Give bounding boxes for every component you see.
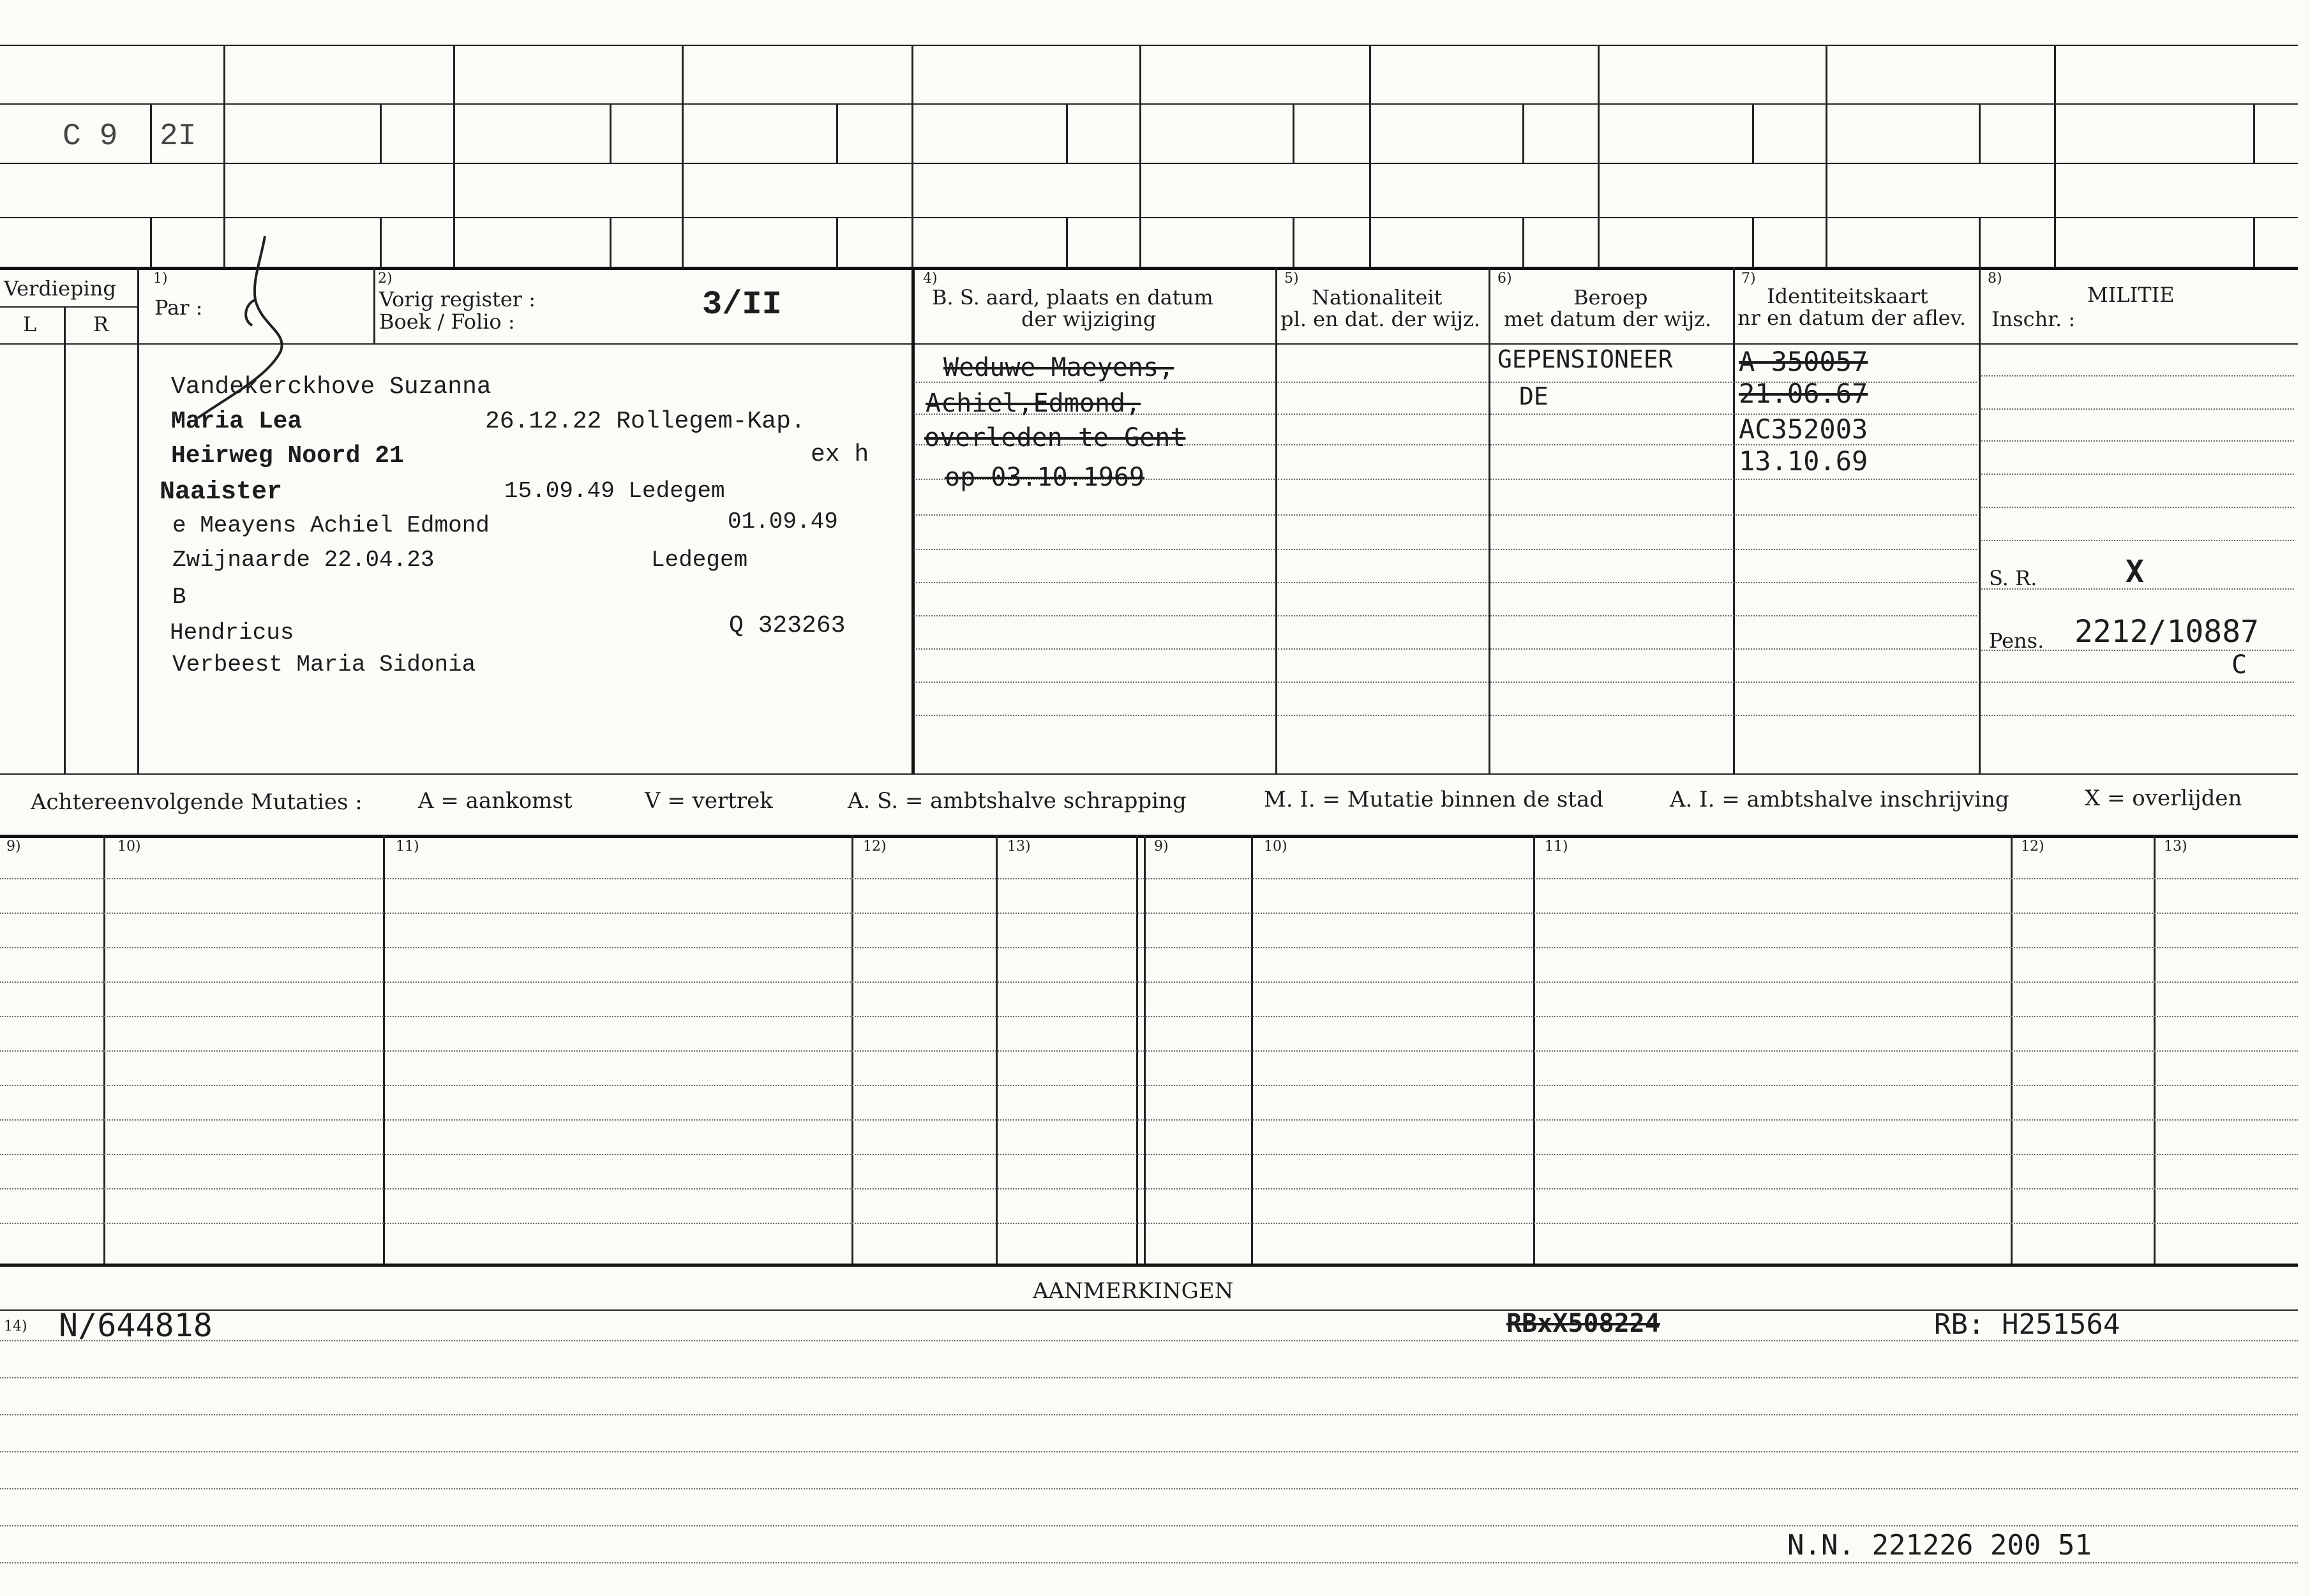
- rule: [1278, 514, 1977, 516]
- rule: [0, 1340, 2298, 1341]
- remarks-struck: RBxX508224: [1506, 1309, 1660, 1338]
- legend-as: A. S. = ambtshalve schrapping: [848, 788, 1187, 814]
- col-rule: [1139, 45, 1141, 267]
- rule: [0, 267, 2298, 270]
- rule: [1981, 540, 2294, 541]
- par-label: Par :: [154, 295, 203, 320]
- rule: [1278, 682, 1977, 683]
- col-num: 11): [1545, 839, 1568, 854]
- rule: [1981, 408, 2294, 410]
- col-num: 12): [2021, 839, 2044, 854]
- person-line-8-code: Q 323263: [729, 612, 846, 639]
- col-num: 9): [1154, 839, 1169, 854]
- mutations-title: Achtereenvolgende Mutaties :: [31, 789, 363, 815]
- col-rule: [610, 103, 611, 164]
- col-rule: [1979, 217, 1981, 267]
- sr-label: S. R.: [1989, 566, 2037, 590]
- col-rule: [453, 45, 455, 267]
- inschr-label: Inschr. :: [1991, 307, 2076, 331]
- beroep-heading-1: Beroep: [1573, 285, 1648, 310]
- person-line-4-date: 15.09.49 Ledegem: [504, 478, 725, 504]
- col-rule: [1275, 267, 1277, 773]
- beroep-heading-2: met datum der wijz.: [1504, 307, 1712, 331]
- vorig-register-label: Vorig register :: [379, 287, 536, 311]
- col-num: 13): [1007, 839, 1031, 854]
- col-rule: [1733, 267, 1735, 773]
- person-line-3-right: ex h: [811, 441, 869, 468]
- rule: [0, 1451, 2298, 1452]
- col-rule: [1752, 103, 1754, 164]
- col-rule: [150, 103, 152, 164]
- col-rule: [1533, 835, 1535, 1264]
- rule: [0, 773, 2298, 775]
- rule: [1278, 648, 1977, 650]
- col-rule: [1979, 103, 1981, 164]
- rule: [0, 1188, 2298, 1190]
- col-rule: [1066, 103, 1068, 164]
- col-rule: [836, 103, 838, 164]
- beroep-entry: GEPENSIONEER: [1497, 345, 1673, 373]
- bs-entry: Weduwe Maeyens,: [943, 353, 1174, 382]
- rule: [0, 103, 2298, 105]
- rule: [1278, 715, 1977, 716]
- rule: [914, 582, 1275, 583]
- col-rule: [1369, 45, 1371, 267]
- col-num: 10): [1264, 839, 1287, 854]
- rule: [1278, 615, 1977, 616]
- person-line-5-date: 01.09.49: [728, 509, 838, 535]
- bs-entry: Achiel,Edmond,: [926, 389, 1141, 418]
- col-rule: [1489, 267, 1490, 773]
- rule: [1981, 507, 2294, 508]
- rule: [0, 1562, 2298, 1563]
- rule: [0, 981, 2298, 983]
- id-entry: AC352003: [1739, 414, 1868, 445]
- rule: [0, 1119, 2298, 1121]
- bs-heading-2: der wijziging: [1021, 307, 1157, 331]
- person-line-1: Vandekerckhove Suzanna: [171, 373, 491, 401]
- n5: 5): [1284, 271, 1299, 287]
- col-rule: [2054, 45, 2056, 267]
- code-c9: C 9: [63, 119, 118, 154]
- rule: [914, 549, 1275, 550]
- col-rule: [996, 835, 998, 1264]
- remarks-nn: N.N. 221226 200 51: [1787, 1529, 2092, 1562]
- rule: [0, 217, 2298, 218]
- rule: [914, 615, 1275, 616]
- remarks-title: AANMERKINGEN: [1033, 1278, 1234, 1304]
- rule: [1278, 414, 1977, 415]
- remarks-rb: RB: H251564: [1934, 1308, 2120, 1341]
- col-rule: [2011, 835, 2013, 1264]
- col-rule: [1598, 45, 1600, 267]
- col-rule: [682, 45, 684, 267]
- pens-value: 2212/10887: [2074, 614, 2259, 650]
- code-21: 2I: [160, 119, 197, 154]
- rule: [914, 715, 1275, 716]
- col-rule: [1979, 267, 1981, 773]
- rule: [1278, 549, 1977, 550]
- col-rule: [851, 835, 853, 1264]
- col-rule: [373, 267, 375, 343]
- col-rule: [2253, 103, 2255, 164]
- person-line-5: e Meayens Achiel Edmond: [172, 512, 490, 539]
- col-rule: [150, 217, 152, 267]
- r-label: R: [93, 312, 109, 336]
- col-rule: [1522, 217, 1524, 267]
- col-rule: [911, 45, 913, 267]
- l-label: L: [23, 312, 37, 336]
- rule: [0, 878, 2298, 879]
- n6: 6): [1497, 271, 1512, 287]
- remarks-ref: N/644818: [59, 1307, 213, 1344]
- id-heading-2: nr en datum der aflev.: [1737, 306, 1967, 330]
- rule: [914, 648, 1275, 650]
- rule: [0, 947, 2298, 948]
- boek-folio-label: Boek / Folio :: [379, 310, 515, 334]
- bs-entry: op 03.10.1969: [945, 463, 1145, 492]
- col-rule: [1752, 217, 1754, 267]
- col-rule: [1251, 835, 1253, 1264]
- col-rule: [137, 267, 139, 773]
- person-line-6-place: Ledegem: [651, 547, 748, 573]
- col-rule: [1293, 217, 1294, 267]
- rule: [0, 343, 2298, 345]
- rule: [0, 163, 2298, 164]
- nat-heading-2: pl. en dat. der wijz.: [1280, 307, 1481, 331]
- rule: [1981, 715, 2294, 716]
- id-entry: A 350057: [1739, 346, 1868, 377]
- rule: [0, 306, 137, 308]
- legend-mi: M. I. = Mutatie binnen de stad: [1264, 787, 1603, 812]
- rule: [0, 45, 2298, 46]
- rule: [0, 1016, 2298, 1017]
- n2: 2): [378, 271, 393, 287]
- sr-value: X: [2126, 554, 2144, 590]
- rule: [0, 1488, 2298, 1489]
- col-rule: [1136, 835, 1138, 1264]
- boek-folio-value: 3/II: [702, 286, 782, 324]
- legend-x: X = overlijden: [2085, 786, 2242, 811]
- rule: [1278, 382, 1977, 383]
- col-rule: [383, 835, 385, 1264]
- verdieping-label: Verdieping: [4, 276, 116, 301]
- col-rule: [911, 267, 915, 773]
- rule: [0, 913, 2298, 914]
- col-num: 10): [117, 839, 141, 854]
- rule: [0, 1377, 2298, 1378]
- rule: [914, 514, 1275, 516]
- rule: [0, 1050, 2298, 1052]
- bs-heading-1: B. S. aard, plaats en datum: [932, 285, 1213, 310]
- col-rule: [836, 217, 838, 267]
- beroep-entry: DE: [1519, 382, 1549, 410]
- legend-a: A = aankomst: [418, 788, 573, 814]
- rule: [0, 1223, 2298, 1224]
- col-rule: [2253, 217, 2255, 267]
- col-num: 11): [396, 839, 419, 854]
- person-line-6: Zwijnaarde 22.04.23: [172, 547, 435, 573]
- n14: 14): [4, 1318, 27, 1334]
- person-line-8: Hendricus: [170, 620, 294, 646]
- person-line-7: B: [172, 584, 186, 610]
- n1: 1): [153, 271, 168, 287]
- rule: [1981, 440, 2294, 442]
- n7: 7): [1741, 271, 1756, 287]
- nat-heading-1: Nationaliteit: [1312, 285, 1443, 310]
- id-entry: 13.10.69: [1739, 445, 1868, 477]
- rule: [0, 1414, 2298, 1415]
- col-num: 9): [6, 839, 21, 854]
- col-rule: [1144, 835, 1146, 1264]
- militie-heading: MILITIE: [2087, 283, 2175, 307]
- col-rule: [64, 306, 66, 773]
- rule: [1981, 474, 2294, 475]
- col-rule: [1293, 103, 1294, 164]
- rule: [1981, 375, 2294, 377]
- rule: [0, 1525, 2298, 1526]
- n4: 4): [923, 271, 938, 287]
- col-rule: [380, 217, 382, 267]
- person-line-9: Verbeest Maria Sidonia: [172, 652, 476, 678]
- id-entry: 21.06.67: [1739, 378, 1868, 409]
- pens-label: Pens.: [1989, 629, 2044, 653]
- col-rule: [1826, 45, 1827, 267]
- col-rule: [2154, 835, 2156, 1264]
- pens-suffix: C: [2231, 650, 2247, 680]
- n8: 8): [1988, 271, 2002, 287]
- person-line-3: Heirweg Noord 21: [171, 442, 404, 470]
- rule: [1278, 582, 1977, 583]
- rule: [914, 682, 1275, 683]
- col-rule: [610, 217, 611, 267]
- id-heading-1: Identiteitskaart: [1767, 284, 1928, 308]
- col-rule: [380, 103, 382, 164]
- legend-v: V = vertrek: [645, 788, 773, 814]
- col-rule: [1066, 217, 1068, 267]
- rule: [1278, 479, 1977, 480]
- rule: [0, 1154, 2298, 1155]
- col-num: 12): [863, 839, 887, 854]
- col-rule: [103, 835, 105, 1264]
- legend-ai: A. I. = ambtshalve inschrijving: [1670, 787, 2009, 812]
- rule: [0, 835, 2298, 838]
- rule: [1278, 444, 1977, 445]
- person-line-2-date: 26.12.22 Rollegem-Kap.: [485, 408, 806, 435]
- col-num: 13): [2164, 839, 2187, 854]
- rule: [0, 1264, 2298, 1267]
- person-line-2-name: Maria Lea: [171, 408, 303, 435]
- rule: [1981, 682, 2294, 683]
- rule: [0, 1085, 2298, 1086]
- col-rule: [1522, 103, 1524, 164]
- bs-entry: overleden te Gent: [924, 423, 1186, 452]
- person-occupation: Naaister: [160, 478, 283, 507]
